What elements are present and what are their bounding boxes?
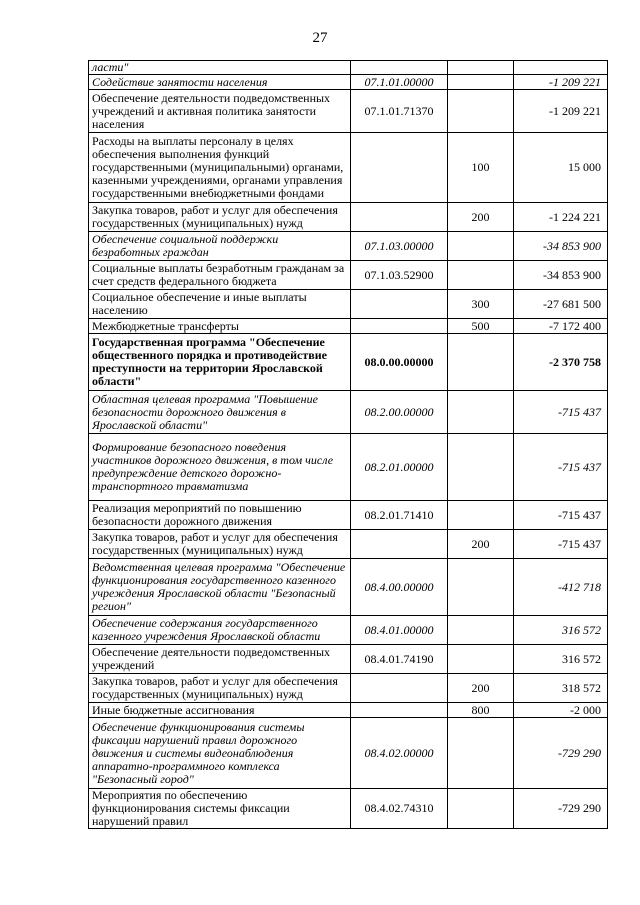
cell-amount (514, 61, 608, 75)
cell-name: Закупка товаров, работ и услуг для обеспечения государственных (муниципальных) нужд (89, 530, 351, 559)
cell-type (448, 75, 514, 90)
table-row (89, 133, 608, 203)
cell-amount: -7 172 400 (514, 319, 608, 334)
cell-code: 07.1.03.52900 (351, 261, 448, 290)
budget-table-body (89, 61, 608, 829)
cell-type: 800 (448, 703, 514, 718)
cell-amount: -34 853 900 (514, 232, 608, 261)
table-row (89, 232, 608, 261)
cell-type (448, 789, 514, 829)
cell-code: 08.2.00.00000 (351, 391, 448, 434)
cell-amount: -715 437 (514, 530, 608, 559)
cell-code: 08.4.01.74190 (351, 645, 448, 674)
cell-type (448, 645, 514, 674)
cell-amount: -34 853 900 (514, 261, 608, 290)
cell-code (351, 530, 448, 559)
cell-name: Обеспечение функционирования системы фиксации нарушений правил дорожного движения и системы видеонаблюдения аппаратно-программного комплекса "Безопасный город" (89, 718, 351, 789)
cell-name: Обеспечение социальной поддержки безработных граждан (89, 232, 351, 261)
table-row (89, 501, 608, 530)
cell-name: Областная целевая программа "Повышение безопасности дорожного движения в Ярославской области" (89, 391, 351, 434)
cell-code (351, 203, 448, 232)
cell-amount: -1 224 221 (514, 203, 608, 232)
table-row (89, 391, 608, 434)
cell-type (448, 501, 514, 530)
cell-type (448, 616, 514, 645)
table-row (89, 261, 608, 290)
cell-name: Закупка товаров, работ и услуг для обеспечения государственных (муниципальных) нужд (89, 674, 351, 703)
cell-code: 08.4.01.00000 (351, 616, 448, 645)
cell-name: Социальное обеспечение и иные выплаты населению (89, 290, 351, 319)
cell-code: 08.4.02.74310 (351, 789, 448, 829)
cell-name: Межбюджетные трансферты (89, 319, 351, 334)
cell-type: 500 (448, 319, 514, 334)
table-row (89, 319, 608, 334)
cell-name: Социальные выплаты безработным гражданам за счет средств федерального бюджета (89, 261, 351, 290)
table-row (89, 203, 608, 232)
table-row (89, 90, 608, 133)
page-number: 27 (312, 30, 328, 46)
cell-type: 200 (448, 203, 514, 232)
table-row (89, 718, 608, 789)
cell-code: 08.2.01.71410 (351, 501, 448, 530)
cell-name: Иные бюджетные ассигнования (89, 703, 351, 718)
cell-name: Реализация мероприятий по повышению безопасности дорожного движения (89, 501, 351, 530)
cell-name: Расходы на выплаты персоналу в целях обеспечения выполнения функций государственными (муниципальными) органами, казенными учреждениями, органами управления государственными внебюджетными фондами (89, 133, 351, 203)
table-row (89, 530, 608, 559)
cell-name: Содействие занятости населения (89, 75, 351, 90)
table-row (89, 334, 608, 391)
cell-code (351, 133, 448, 203)
cell-type: 300 (448, 290, 514, 319)
cell-name: Закупка товаров, работ и услуг для обеспечения государственных (муниципальных) нужд (89, 203, 351, 232)
cell-type (448, 61, 514, 75)
cell-amount: -715 437 (514, 434, 608, 501)
cell-type (448, 261, 514, 290)
cell-amount: -27 681 500 (514, 290, 608, 319)
cell-amount: 316 572 (514, 645, 608, 674)
cell-amount: -1 209 221 (514, 75, 608, 90)
cell-name: Обеспечение содержания государственного казенного учреждения Ярославской области (89, 616, 351, 645)
cell-type (448, 334, 514, 391)
cell-type (448, 391, 514, 434)
cell-amount: -715 437 (514, 391, 608, 434)
table-row (89, 559, 608, 616)
cell-code (351, 319, 448, 334)
cell-type (448, 90, 514, 133)
cell-type: 200 (448, 530, 514, 559)
cell-type: 100 (448, 133, 514, 203)
cell-code: 08.2.01.00000 (351, 434, 448, 501)
cell-code: 08.4.00.00000 (351, 559, 448, 616)
cell-code (351, 703, 448, 718)
cell-name: Формирование безопасного поведения участников дорожного движения, в том числе предупреждение детского дорожно-транспортного травматизма (89, 434, 351, 501)
cell-type: 200 (448, 674, 514, 703)
cell-amount: -2 000 (514, 703, 608, 718)
cell-type (448, 718, 514, 789)
cell-amount: 15 000 (514, 133, 608, 203)
cell-amount: -729 290 (514, 789, 608, 829)
cell-name: Ведомственная целевая программа "Обеспечение функционирования государственного казенного учреждения Ярославской области "Безопасный регион" (89, 559, 351, 616)
table-row (89, 434, 608, 501)
cell-code: 07.1.01.71370 (351, 90, 448, 133)
cell-name: Мероприятия по обеспечению функционирования системы фиксации нарушений правил (89, 789, 351, 829)
cell-code: 07.1.03.00000 (351, 232, 448, 261)
table-row (89, 75, 608, 90)
cell-type (448, 559, 514, 616)
table-row (89, 645, 608, 674)
cell-amount: -729 290 (514, 718, 608, 789)
cell-name: Обеспечение деятельности подведомственных учреждений (89, 645, 351, 674)
cell-code (351, 61, 448, 75)
table-row (89, 61, 608, 75)
cell-code: 08.4.02.00000 (351, 718, 448, 789)
cell-name: ласти" (89, 61, 351, 75)
cell-code (351, 290, 448, 319)
table-row (89, 674, 608, 703)
cell-amount: -1 209 221 (514, 90, 608, 133)
cell-type (448, 434, 514, 501)
cell-amount: -715 437 (514, 501, 608, 530)
cell-amount: -2 370 758 (514, 334, 608, 391)
table-row (89, 616, 608, 645)
cell-amount: -412 718 (514, 559, 608, 616)
cell-name: Государственная программа "Обеспечение общественного порядка и противодействие преступности на территории Ярославской области" (89, 334, 351, 391)
cell-amount: 318 572 (514, 674, 608, 703)
cell-code (351, 674, 448, 703)
table-row (89, 703, 608, 718)
cell-code: 08.0.00.00000 (351, 334, 448, 391)
cell-name: Обеспечение деятельности подведомственных учреждений и активная политика занятости населения (89, 90, 351, 133)
table-row (89, 789, 608, 829)
cell-code: 07.1.01.00000 (351, 75, 448, 90)
table-row (89, 290, 608, 319)
cell-amount: 316 572 (514, 616, 608, 645)
cell-type (448, 232, 514, 261)
budget-table (88, 60, 608, 829)
